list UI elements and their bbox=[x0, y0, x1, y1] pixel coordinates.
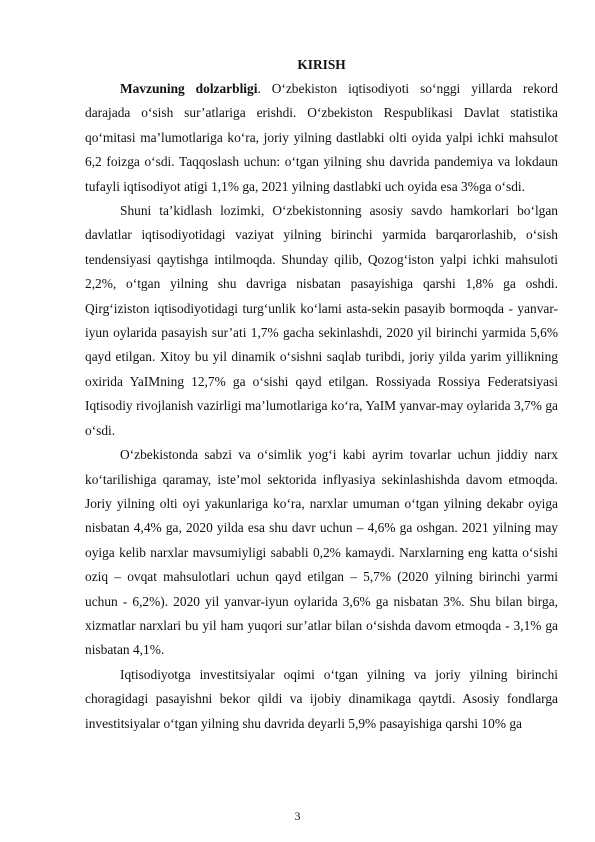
intro-paragraph bbox=[85, 77, 558, 199]
document-page bbox=[85, 55, 558, 736]
paragraph-inflation: O‘zbekistonda sabzi va o‘simlik yog‘i kabi ayrim tovarlar uchun jiddiy narx ko‘tarilishiga qaramay, iste’mol sektorida inflyasiya sekinlashishda davom etmoqda. Joriy yilning olti oyi yakunlariga ko‘ra, narxlar umuman o‘tgan yilning dekabr oyiga nisbatan 4,4% ga, 2020 yilda esa shu davr uchun – 4,6% ga oshgan. 2021 yilning may oyiga kelib narxlar mavsumiyligi sababli 0,2% kamaydi. Narxlarning eng katta o‘sishi oziq – ovqat mahsulotlari uchun qayd etilgan – 5,7% (2020 yilning birinchi yarmi uchun - 6,2%). 2020 yil yanvar-iyun oylarida 3,6% ga nisbatan 3%. Shu bilan birga, xizmatlar narxlari bu yil ham yuqori sur’atlar bilan o‘sishda davom etmoqda - 3,1% ga nisbatan 4,1%. bbox=[85, 447, 558, 658]
paragraph-trade-partners: Shuni ta’kidlash lozimki, O‘zbekistonning asosiy savdo hamkorlari bo‘lgan davlatlar iqtisodiyotidagi vaziyat yilning birinchi yarmida barqarorlashib, o‘sish tendensiyasi qaytishga intilmoqda. Shunday qilib, Qozog‘iston yalpi ichki mahsuloti 2,2%, o‘tgan yilning shu davriga nisbatan pasayishiga qarshi 1,8% ga oshdi. Qirg‘iziston iqtisodiyotidagi turg‘unlik ko‘lami asta-sekin pasayib bormoqda - yanvar-iyun oylarida pasayish sur’ati 1,7% gacha sekinlashdi, 2020 yil birinchi yarmida 5,6% qayd etilgan. Xitoy bu yil dinamik o‘sishni saqlab turibdi, joriy yilda yarim yillikning oxirida YaIMning 12,7% ga o‘sishi qayd etilgan. Rossiyada Rossiya Federatsiyasi Iqtisodiy rivojlanish vazirligi ma’lumotlariga ko‘ra, YaIM yanvar-may oylarida 3,7% ga o‘sdi. bbox=[85, 203, 558, 438]
page-number: 3 bbox=[294, 809, 301, 823]
paragraph-investments: Iqtisodiyotga investitsiyalar oqimi o‘tgan yilning va joriy yilning birinchi choragidagi pasayishni bekor qildi va ijobiy dinamikaga qaytdi. Asosiy fondlarga investitsiyalar o‘tgan yilning shu davrida deyarli 5,9% pasayishiga qarshi 10% ga bbox=[85, 666, 558, 731]
intro-lead: Mavzuning dolzarbligi bbox=[120, 81, 258, 96]
intro-text: . O‘zbekiston iqtisodiyoti so‘nggi yillarda rekord darajada o‘sish sur’atlariga erishdi. O‘zbekiston Respublikasi Davlat statistika qo‘mitasi ma’lumotlariga ko‘ra, joriy yilning dastlabki olti oyida yalpi ichki mahsulot 6,2 foizga o‘sdi. Taqqoslash uchun: o‘tgan yilning shu davrida pandemiya va lokdaun tufayli iqtisodiyot atigi 1,1% ga, 2021 yilning dastlabki uch oyida esa 3%ga o‘sdi. bbox=[85, 81, 559, 194]
section-title: KIRISH bbox=[297, 57, 346, 72]
